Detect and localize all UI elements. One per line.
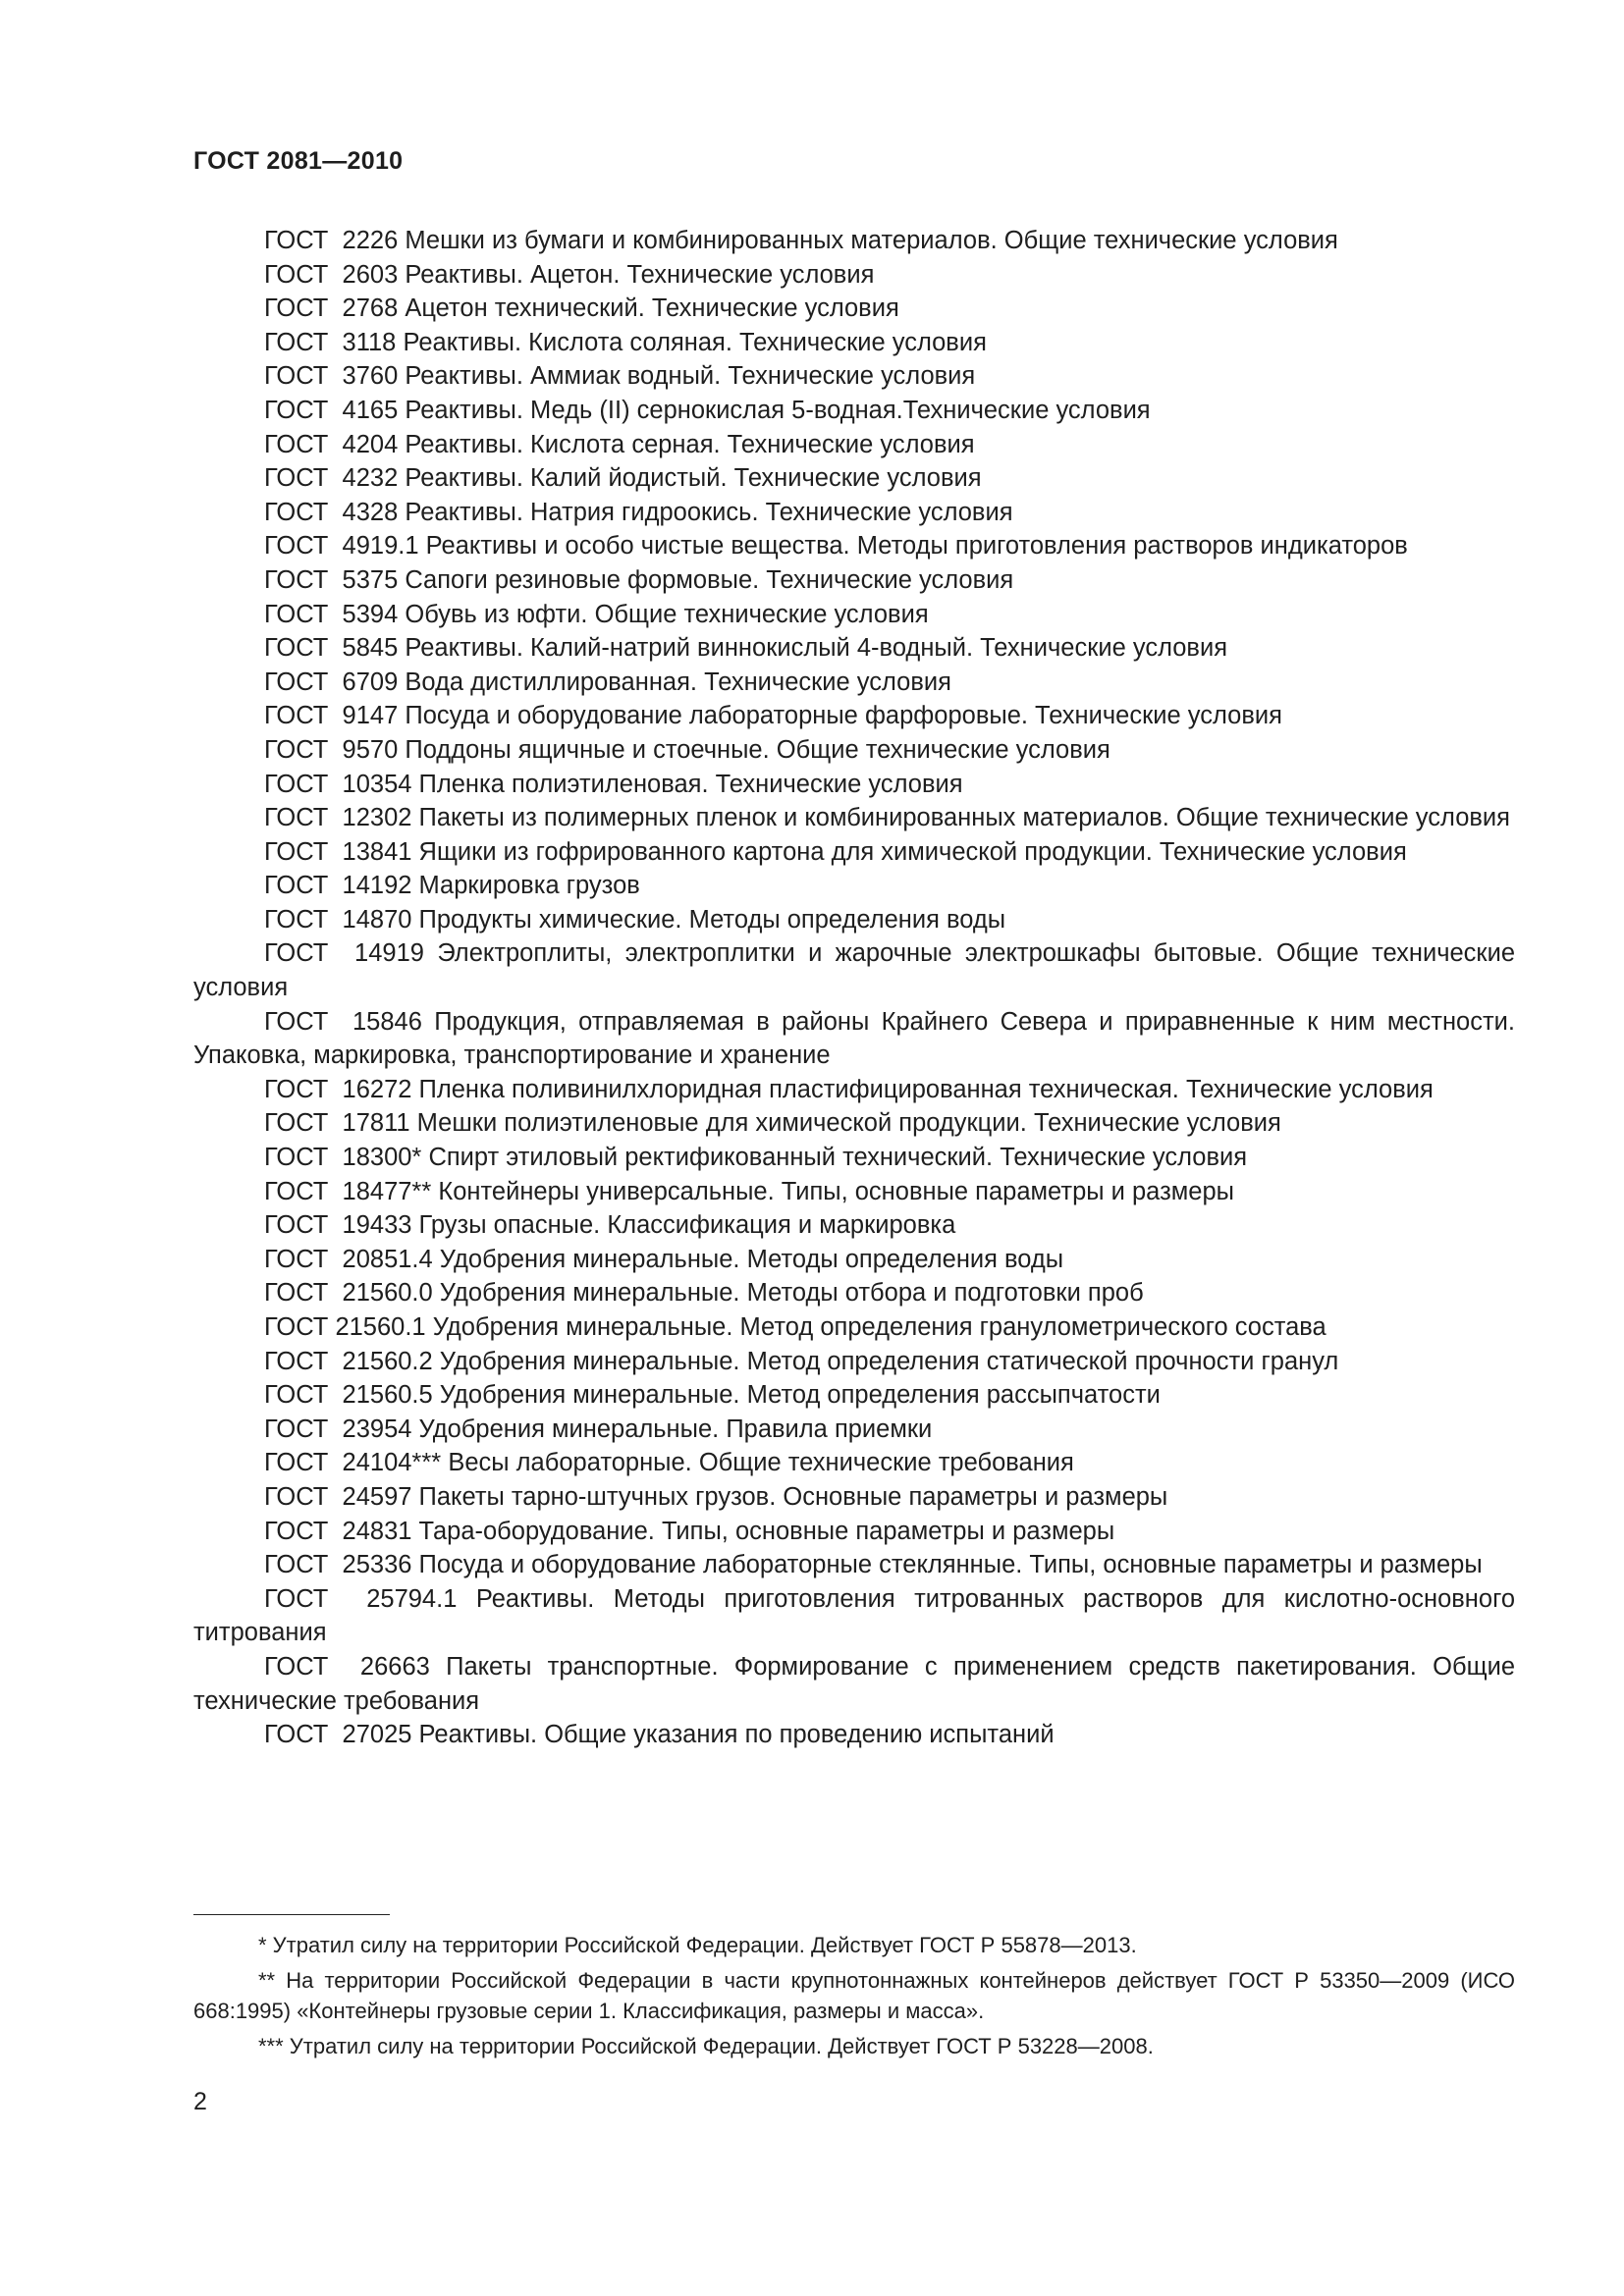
reference-code: ГОСТ 20851.4 [264, 1245, 433, 1273]
reference-item [193, 359, 1515, 394]
reference-title: Продукты химические. Методы определения воды [418, 905, 1006, 934]
reference-code: ГОСТ 24831 [264, 1517, 412, 1545]
page-header-doc-id: ГОСТ 2081—2010 [193, 147, 404, 175]
reference-title: Спирт этиловый ректификованный технический. Технические условия [428, 1144, 1248, 1172]
reference-code: ГОСТ 18300* [264, 1144, 422, 1172]
reference-item [193, 326, 1515, 360]
reference-code: ГОСТ 24104*** [264, 1449, 442, 1477]
reference-item [193, 1208, 1515, 1243]
reference-title: Посуда и оборудование лабораторные стеклянные. Типы, основные параметры и размеры [418, 1551, 1483, 1579]
reference-title: Тара-оборудование. Типы, основные параметры и размеры [418, 1517, 1115, 1545]
reference-title: Реактивы. Общие указания по проведению испытаний [418, 1721, 1055, 1749]
reference-title: Ящики из гофрированного картона для химической продукции. Технические условия [418, 837, 1407, 866]
reference-title: Мешки из бумаги и комбинированных материалов. Общие технические условия [405, 227, 1338, 254]
reference-code: ГОСТ 2603 [264, 260, 399, 289]
reference-code: ГОСТ 9570 [264, 735, 399, 764]
reference-title: Реактивы. Калий-натрий виннокислый 4-водный. Технические условия [405, 634, 1228, 663]
reference-code: ГОСТ 23954 [264, 1415, 412, 1443]
reference-title: Посуда и оборудование лабораторные фарфоровые. Технические условия [405, 702, 1282, 730]
reference-code: ГОСТ 13841 [264, 837, 412, 866]
reference-item [193, 768, 1515, 802]
reference-item [193, 292, 1515, 326]
reference-item [193, 1650, 1515, 1718]
reference-code: ГОСТ 18477** [264, 1177, 432, 1205]
reference-title: Грузы опасные. Классификация и маркировка [418, 1211, 956, 1240]
reference-code: ГОСТ 10354 [264, 770, 412, 798]
reference-item [193, 428, 1515, 462]
normative-references-list [193, 224, 1515, 1752]
reference-code: ГОСТ 21560.1 [264, 1313, 426, 1341]
page-number: 2 [193, 2088, 207, 2115]
reference-title: Контейнеры универсальные. Типы, основные параметры и размеры [438, 1177, 1234, 1205]
reference-title: Реактивы. Методы приготовления титрованных растворов для кислотно-основного титрования [193, 1584, 1515, 1647]
reference-item [193, 1175, 1515, 1209]
reference-title: Реактивы. Ацетон. Технические условия [405, 260, 875, 289]
footnote-separator [193, 1914, 390, 1915]
reference-item [193, 936, 1515, 1004]
reference-code: ГОСТ 4919.1 [264, 532, 419, 561]
reference-code: ГОСТ 12302 [264, 804, 412, 832]
reference-item [193, 733, 1515, 768]
reference-code: ГОСТ 4328 [264, 498, 399, 526]
reference-item [193, 1141, 1515, 1175]
reference-title: Реактивы. Аммиак водный. Технические условия [405, 362, 976, 391]
reference-item [193, 1480, 1515, 1515]
reference-code: ГОСТ 5375 [264, 565, 399, 594]
reference-item [193, 699, 1515, 733]
reference-item [193, 1005, 1515, 1073]
reference-title: Продукция, отправляемая в районы Крайнего Севера и приравненные к ним местности. Упаковка, маркировка, транспортирование и хранение [193, 1007, 1516, 1070]
reference-title: Удобрения минеральные. Методы определения воды [439, 1245, 1064, 1273]
reference-item [193, 224, 1515, 258]
reference-item [193, 869, 1515, 903]
reference-title: Пакеты тарно-штучных грузов. Основные параметры и размеры [418, 1482, 1168, 1511]
reference-item [193, 631, 1515, 666]
reference-title: Сапоги резиновые формовые. Технические условия [405, 565, 1014, 594]
reference-code: ГОСТ 24597 [264, 1482, 412, 1511]
reference-code: ГОСТ 2768 [264, 294, 399, 323]
reference-code: ГОСТ 25336 [264, 1551, 412, 1579]
reference-item [193, 1548, 1515, 1582]
footnote: ** На территории Российской Федерации в части крупнотоннажных контейнеров действует ГОСТ Р 53350—2009 (ИСО 668:1995) «Контейнеры грузовые серии 1. Классификация, размеры и масса». [193, 1968, 1515, 2023]
reference-code: ГОСТ 2226 [264, 227, 399, 254]
footnote: * Утратил силу на территории Российской Федерации. Действует ГОСТ Р 55878—2013. [258, 1933, 1137, 1957]
reference-item [193, 801, 1515, 835]
reference-code: ГОСТ 27025 [264, 1721, 412, 1749]
reference-code: ГОСТ 3760 [264, 362, 399, 391]
reference-title: Обувь из юфти. Общие технические условия [405, 600, 929, 628]
reference-title: Пленка поливинилхлоридная пластифицированная техническая. Технические условия [418, 1075, 1434, 1103]
reference-item [193, 1582, 1515, 1650]
reference-title: Пакеты из полимерных пленок и комбинированных материалов. Общие технические условия [418, 804, 1510, 832]
reference-code: ГОСТ 21560.5 [264, 1381, 433, 1410]
reference-title: Реактивы. Кислота соляная. Технические условия [403, 328, 987, 356]
reference-code: ГОСТ 16272 [264, 1075, 412, 1103]
reference-title: Поддоны ящичные и стоечные. Общие технические условия [405, 735, 1110, 764]
reference-code: ГОСТ 4232 [264, 464, 399, 493]
reference-code: ГОСТ 17811 [264, 1109, 410, 1138]
footnote: *** Утратил силу на территории Российской Федерации. Действует ГОСТ Р 53228—2008. [258, 2034, 1154, 2058]
reference-item [193, 529, 1515, 563]
reference-item [193, 563, 1515, 598]
reference-item [193, 1243, 1515, 1277]
reference-item [193, 1310, 1515, 1345]
reference-code: ГОСТ 3118 [264, 328, 397, 356]
reference-title: Электроплиты, электроплитки и жарочные электрошкафы бытовые. Общие технические условия [193, 939, 1516, 1002]
reference-code: ГОСТ 4165 [264, 396, 399, 424]
reference-title: Удобрения минеральные. Правила приемки [418, 1415, 933, 1443]
reference-code: ГОСТ 15846 [264, 1007, 422, 1036]
reference-code: ГОСТ 4204 [264, 430, 399, 458]
reference-code: ГОСТ 21560.0 [264, 1279, 433, 1308]
reference-item [193, 1718, 1515, 1752]
reference-code: ГОСТ 14919 [264, 939, 424, 968]
reference-item [193, 1345, 1515, 1379]
reference-item [193, 666, 1515, 700]
reference-code: ГОСТ 26663 [264, 1652, 430, 1681]
reference-code: ГОСТ 19433 [264, 1211, 412, 1240]
reference-code: ГОСТ 6709 [264, 667, 399, 696]
reference-title: Удобрения минеральные. Метод определения гранулометрического состава [432, 1313, 1326, 1341]
reference-title: Маркировка грузов [418, 872, 640, 900]
reference-title: Удобрения минеральные. Метод определения статической прочности гранул [439, 1347, 1339, 1375]
reference-item [193, 1413, 1515, 1447]
reference-item [193, 598, 1515, 632]
reference-title: Удобрения минеральные. Методы отбора и подготовки проб [439, 1279, 1144, 1308]
reference-item [193, 394, 1515, 428]
reference-item [193, 835, 1515, 870]
reference-code: ГОСТ 25794.1 [264, 1584, 458, 1613]
reference-item [193, 1378, 1515, 1413]
reference-title: Ацетон технический. Технические условия [405, 294, 899, 323]
reference-code: ГОСТ 21560.2 [264, 1347, 433, 1375]
reference-title: Реактивы. Натрия гидроокись. Технические условия [405, 498, 1013, 526]
reference-title: Реактивы. Калий йодистый. Технические условия [405, 464, 982, 493]
reference-title: Реактивы. Кислота серная. Технические условия [405, 430, 975, 458]
reference-title: Реактивы и особо чистые вещества. Методы приготовления растворов индикаторов [425, 532, 1408, 561]
reference-title: Пакеты транспортные. Формирование с применением средств пакетирования. Общие технические требования [193, 1652, 1515, 1715]
reference-title: Весы лабораторные. Общие технические требования [448, 1449, 1074, 1477]
reference-title: Пленка полиэтиленовая. Технические условия [418, 770, 963, 798]
reference-code: ГОСТ 14192 [264, 872, 412, 900]
reference-code: ГОСТ 5394 [264, 600, 399, 628]
reference-title: Вода дистиллированная. Технические условия [405, 667, 951, 696]
reference-item [193, 461, 1515, 496]
footnotes-section [193, 1930, 1515, 2061]
reference-code: ГОСТ 14870 [264, 905, 412, 934]
reference-item [193, 1106, 1515, 1141]
reference-item [193, 258, 1515, 293]
reference-item [193, 496, 1515, 530]
reference-code: ГОСТ 9147 [264, 702, 399, 730]
reference-item [193, 1276, 1515, 1310]
reference-item [193, 1073, 1515, 1107]
reference-item [193, 903, 1515, 937]
reference-item [193, 1515, 1515, 1549]
reference-title: Реактивы. Медь (II) сернокислая 5-водная.Технические условия [405, 396, 1151, 424]
reference-title: Удобрения минеральные. Метод определения рассыпчатости [439, 1381, 1161, 1410]
reference-code: ГОСТ 5845 [264, 634, 399, 663]
reference-title: Мешки полиэтиленовые для химической продукции. Технические условия [416, 1109, 1281, 1138]
reference-item [193, 1446, 1515, 1480]
